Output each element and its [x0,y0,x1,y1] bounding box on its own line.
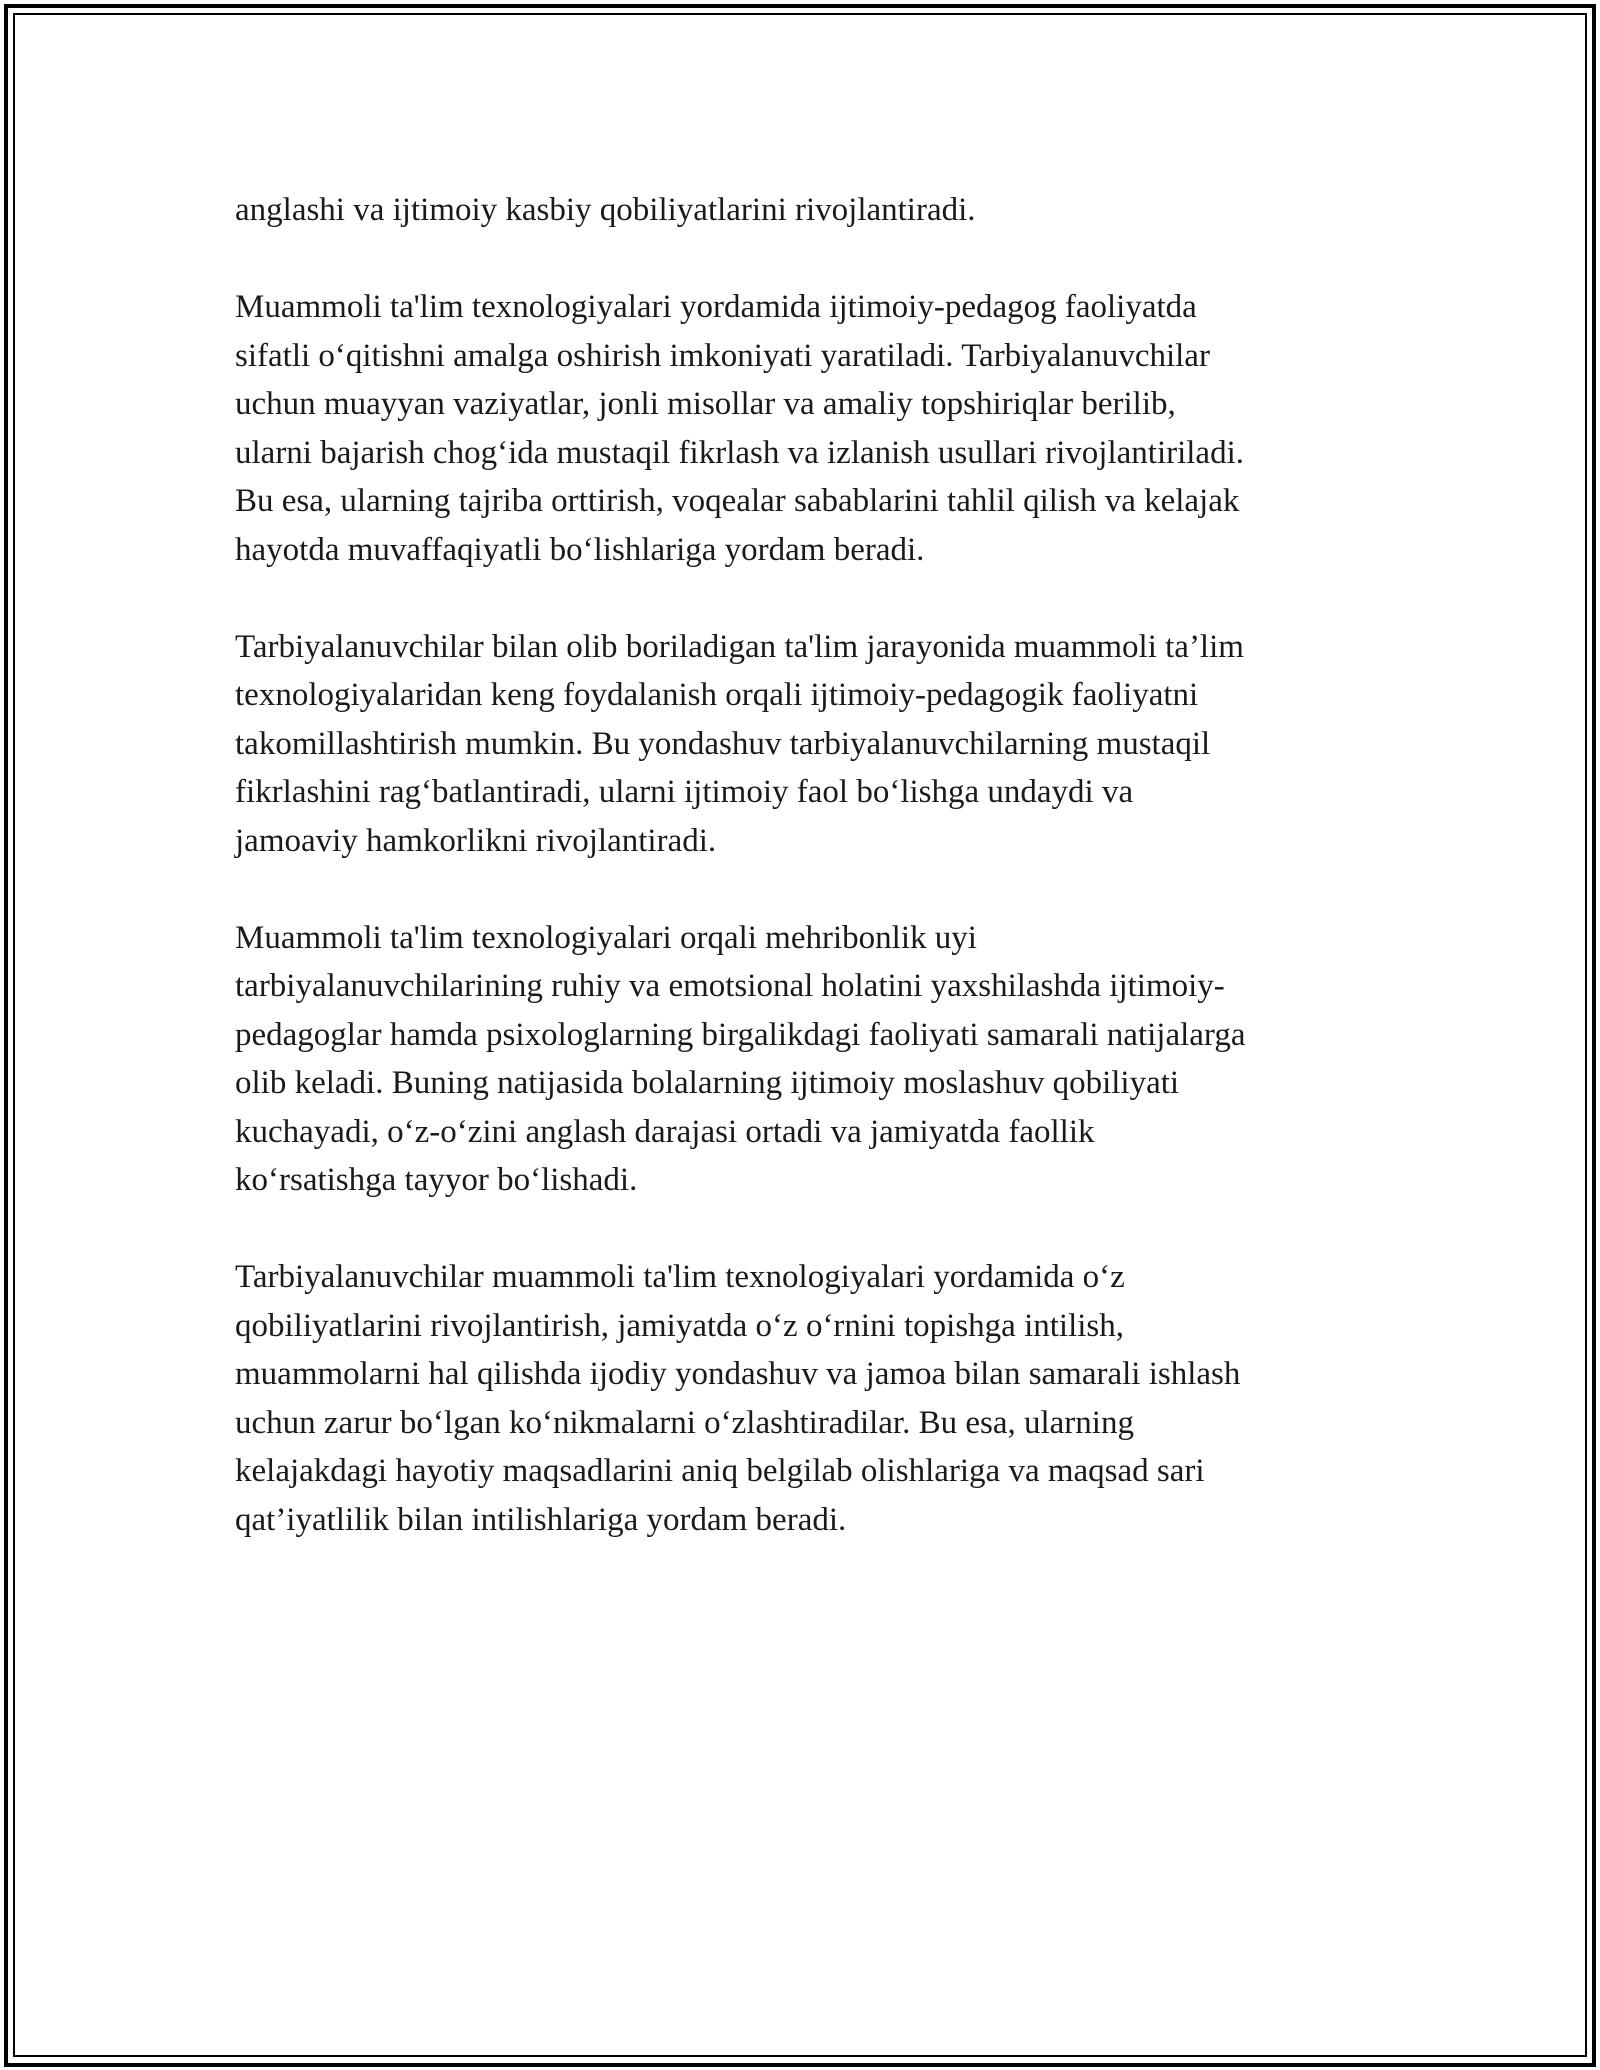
text-line: Bu esa, ularning tajriba orttirish, voqealar sabablarini tahlil qilish va kelajak [235,483,1240,519]
text-line: jamoaviy hamkorlikni rivojlantiradi. [235,822,717,859]
text-line: anglashi va ijtimoiy kasbiy qobiliyatlarini rivojlantiradi. [235,192,976,228]
text-line: Tarbiyalanuvchilar muammoli ta'lim texnologiyalari yordamida o‘z [235,1259,1125,1295]
text-line: kuchayadi, o‘z-o‘zini anglash darajasi ortadi va jamiyatda faollik [235,1113,1095,1150]
text-line: texnologiyalaridan keng foydalanish orqali ijtimoiy-pedagogik faoliyatni [235,677,1199,713]
text-line: qat’iyatlilik bilan intilishlariga yordam beradi. [235,1501,847,1538]
text-line: ko‘rsatishga tayyor bo‘lishadi. [235,1162,638,1198]
text-line: uchun muayyan vaziyatlar, jonli misollar va amaliy topshiriqlar berilib, [235,386,1176,422]
text-line: fikrlashini rag‘batlantiradi, ularni ijtimoiy faol bo‘lishga undaydi va [235,774,1134,810]
paragraph-3 [235,623,1365,866]
text-line: muammolarni hal qilishda ijodiy yondashuv va jamoa bilan samarali ishlash [235,1356,1241,1392]
paragraph-4 [235,914,1365,1205]
text-line: Muammoli ta'lim texnologiyalari yordamida ijtimoiy-pedagog faoliyatda [235,289,1197,325]
text-line: Muammoli ta'lim texnologiyalari orqali mehribonlik uyi [235,919,977,956]
text-line: qobiliyatlarini rivojlantirish, jamiyatda o‘z o‘rnini topishga intilish, [235,1307,1125,1344]
text-line: sifatli o‘qitishni amalga oshirish imkoniyati yaratiladi. Tarbiyalanuvchilar [235,337,1210,374]
text-line: pedagoglar hamda psixologlarning birgalikdagi faoliyati samarali natijalarga [235,1016,1246,1053]
text-line: takomillashtirish mumkin. Bu yondashuv tarbiyalanuvchilarning mustaqil [235,725,1211,762]
paragraph-5 [235,1253,1365,1544]
text-line: hayotda muvaffaqiyatli bo‘lishlariga yordam beradi. [235,531,925,568]
paragraph-1 [235,186,1365,235]
document-body [235,186,1365,1593]
text-line: olib keladi. Buning natijasida bolalarning ijtimoiy moslashuv qobiliyati [235,1065,1180,1101]
text-line: kelajakdagi hayotiy maqsadlarini aniq belgilab olishlariga va maqsad sari [235,1453,1205,1489]
text-line: tarbiyalanuvchilarining ruhiy va emotsional holatini yaxshilashda ijtimoiy- [235,968,1225,1004]
text-line: ularni bajarish chog‘ida mustaqil fikrlash va izlanish usullari rivojlantiriladi. [235,434,1244,471]
text-line: uchun zarur bo‘lgan ko‘nikmalarni o‘zlashtiradilar. Bu esa, ularning [235,1404,1134,1441]
paragraph-2 [235,283,1365,574]
text-line: Tarbiyalanuvchilar bilan olib boriladigan ta'lim jarayonida muammoli ta’lim [235,628,1244,665]
